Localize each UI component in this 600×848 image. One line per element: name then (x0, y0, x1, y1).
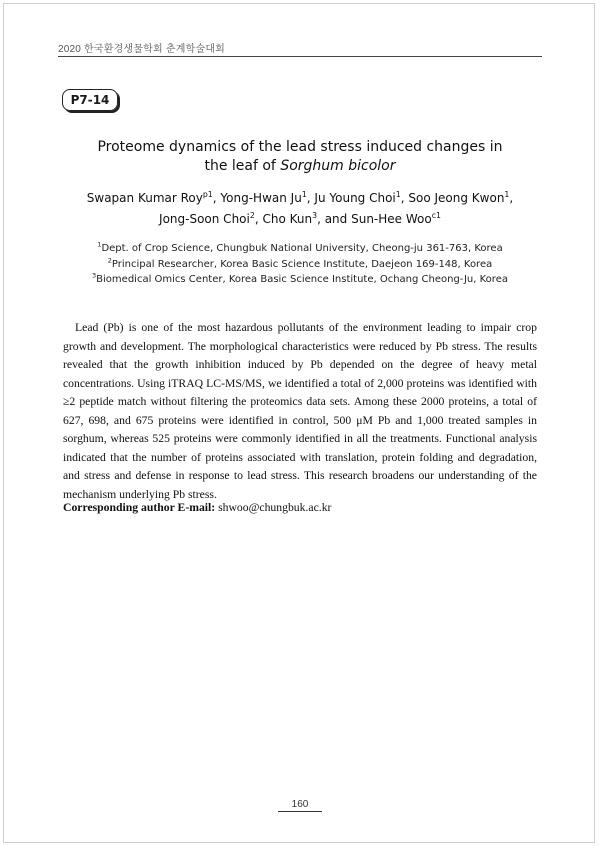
affiliation-text: Biomedical Omics Center, Korea Basic Science Institute, Ochang Cheong-Ju, Korea (96, 274, 508, 285)
author-sup: 1 (504, 190, 510, 199)
author-sep: , (212, 191, 221, 205)
abstract-code-badge: P7-14 (62, 89, 118, 111)
abstract-body: Lead (Pb) is one of the most hazardous pollutants of the environment leading to impair crop growth and development. The morphological characteristics were reduced by Pb stress. The results revealed that the growth inhibition induced by Pb depended on the degree of heavy metal concentrations. Using iTRAQ LC-MS/MS, we identified a total of 2,000 proteins was identified with ≥2 peptide match without filtering the proteomics data sets. Among these 2000 proteins, a total of 627, 698, and 675 proteins were identified in control, 500 μM Pb and 1,000 treated samples in sorghum, whereas 525 proteins were commonly identified in all the treatments. Functional analysis indicated that the number of proteins associated with translation, protein folding and degradation, and stress and defense in response to lead stress. This research broadens our understanding of the mechanism underlying Pb stress. (63, 321, 537, 501)
author-sep: , (400, 191, 409, 205)
author-sep: , (509, 191, 514, 205)
header-rule (58, 56, 542, 57)
author-name: Ju Young Choi (314, 191, 396, 205)
page-number-text: 160 (278, 799, 323, 812)
page-number (0, 799, 600, 810)
corresponding-email[interactable]: shwoo@chungbuk.ac.kr (218, 501, 332, 514)
author-sup: 1 (301, 190, 307, 199)
author-line-1 (50, 188, 550, 209)
affiliation-3 (40, 272, 560, 288)
author-name: Yong-Hwan Ju (220, 191, 302, 205)
author-list (50, 188, 550, 230)
author-sup: c1 (431, 211, 441, 220)
author-name: Jong-Soon Choi (159, 212, 250, 226)
affiliation-sup: 2 (107, 256, 112, 265)
author-sup: p1 (202, 190, 213, 199)
author-sep: , and (317, 212, 352, 226)
author-name: Sun-Hee Woo (351, 212, 432, 226)
affiliation-1 (40, 241, 560, 257)
paper-title (60, 138, 540, 176)
running-header: 2020 한국환경생물학회 춘계학술대회 (58, 44, 226, 55)
author-line-2 (50, 209, 550, 230)
title-line-2-prefix: the leaf of (204, 158, 281, 174)
author-name: Soo Jeong Kwon (408, 191, 505, 205)
author-sup: 1 (395, 190, 401, 199)
author-sep: , (306, 191, 315, 205)
species-name: Sorghum bicolor (280, 158, 396, 174)
title-line-1: Proteome dynamics of the lead stress induced changes in (97, 139, 503, 155)
author-sep: , (254, 212, 263, 226)
author-sup: 2 (249, 211, 255, 220)
affiliation-2 (40, 257, 560, 273)
affiliation-text: Principal Researcher, Korea Basic Science Institute, Daejeon 169-148, Korea (111, 258, 493, 270)
corresponding-author (63, 501, 331, 514)
corresponding-label: Corresponding author E-mail: (63, 501, 216, 514)
affiliation-text: Dept. of Crop Science, Chungbuk National University, Cheong-ju 361-763, Korea (101, 243, 503, 254)
author-name: Swapan Kumar Roy (86, 191, 203, 205)
affiliations (40, 241, 560, 288)
affiliation-sup: 3 (92, 271, 97, 280)
title-line-2 (60, 157, 540, 176)
author-name: Cho Kun (262, 212, 313, 226)
author-sup: 3 (312, 211, 318, 220)
affiliation-sup: 1 (97, 240, 102, 249)
